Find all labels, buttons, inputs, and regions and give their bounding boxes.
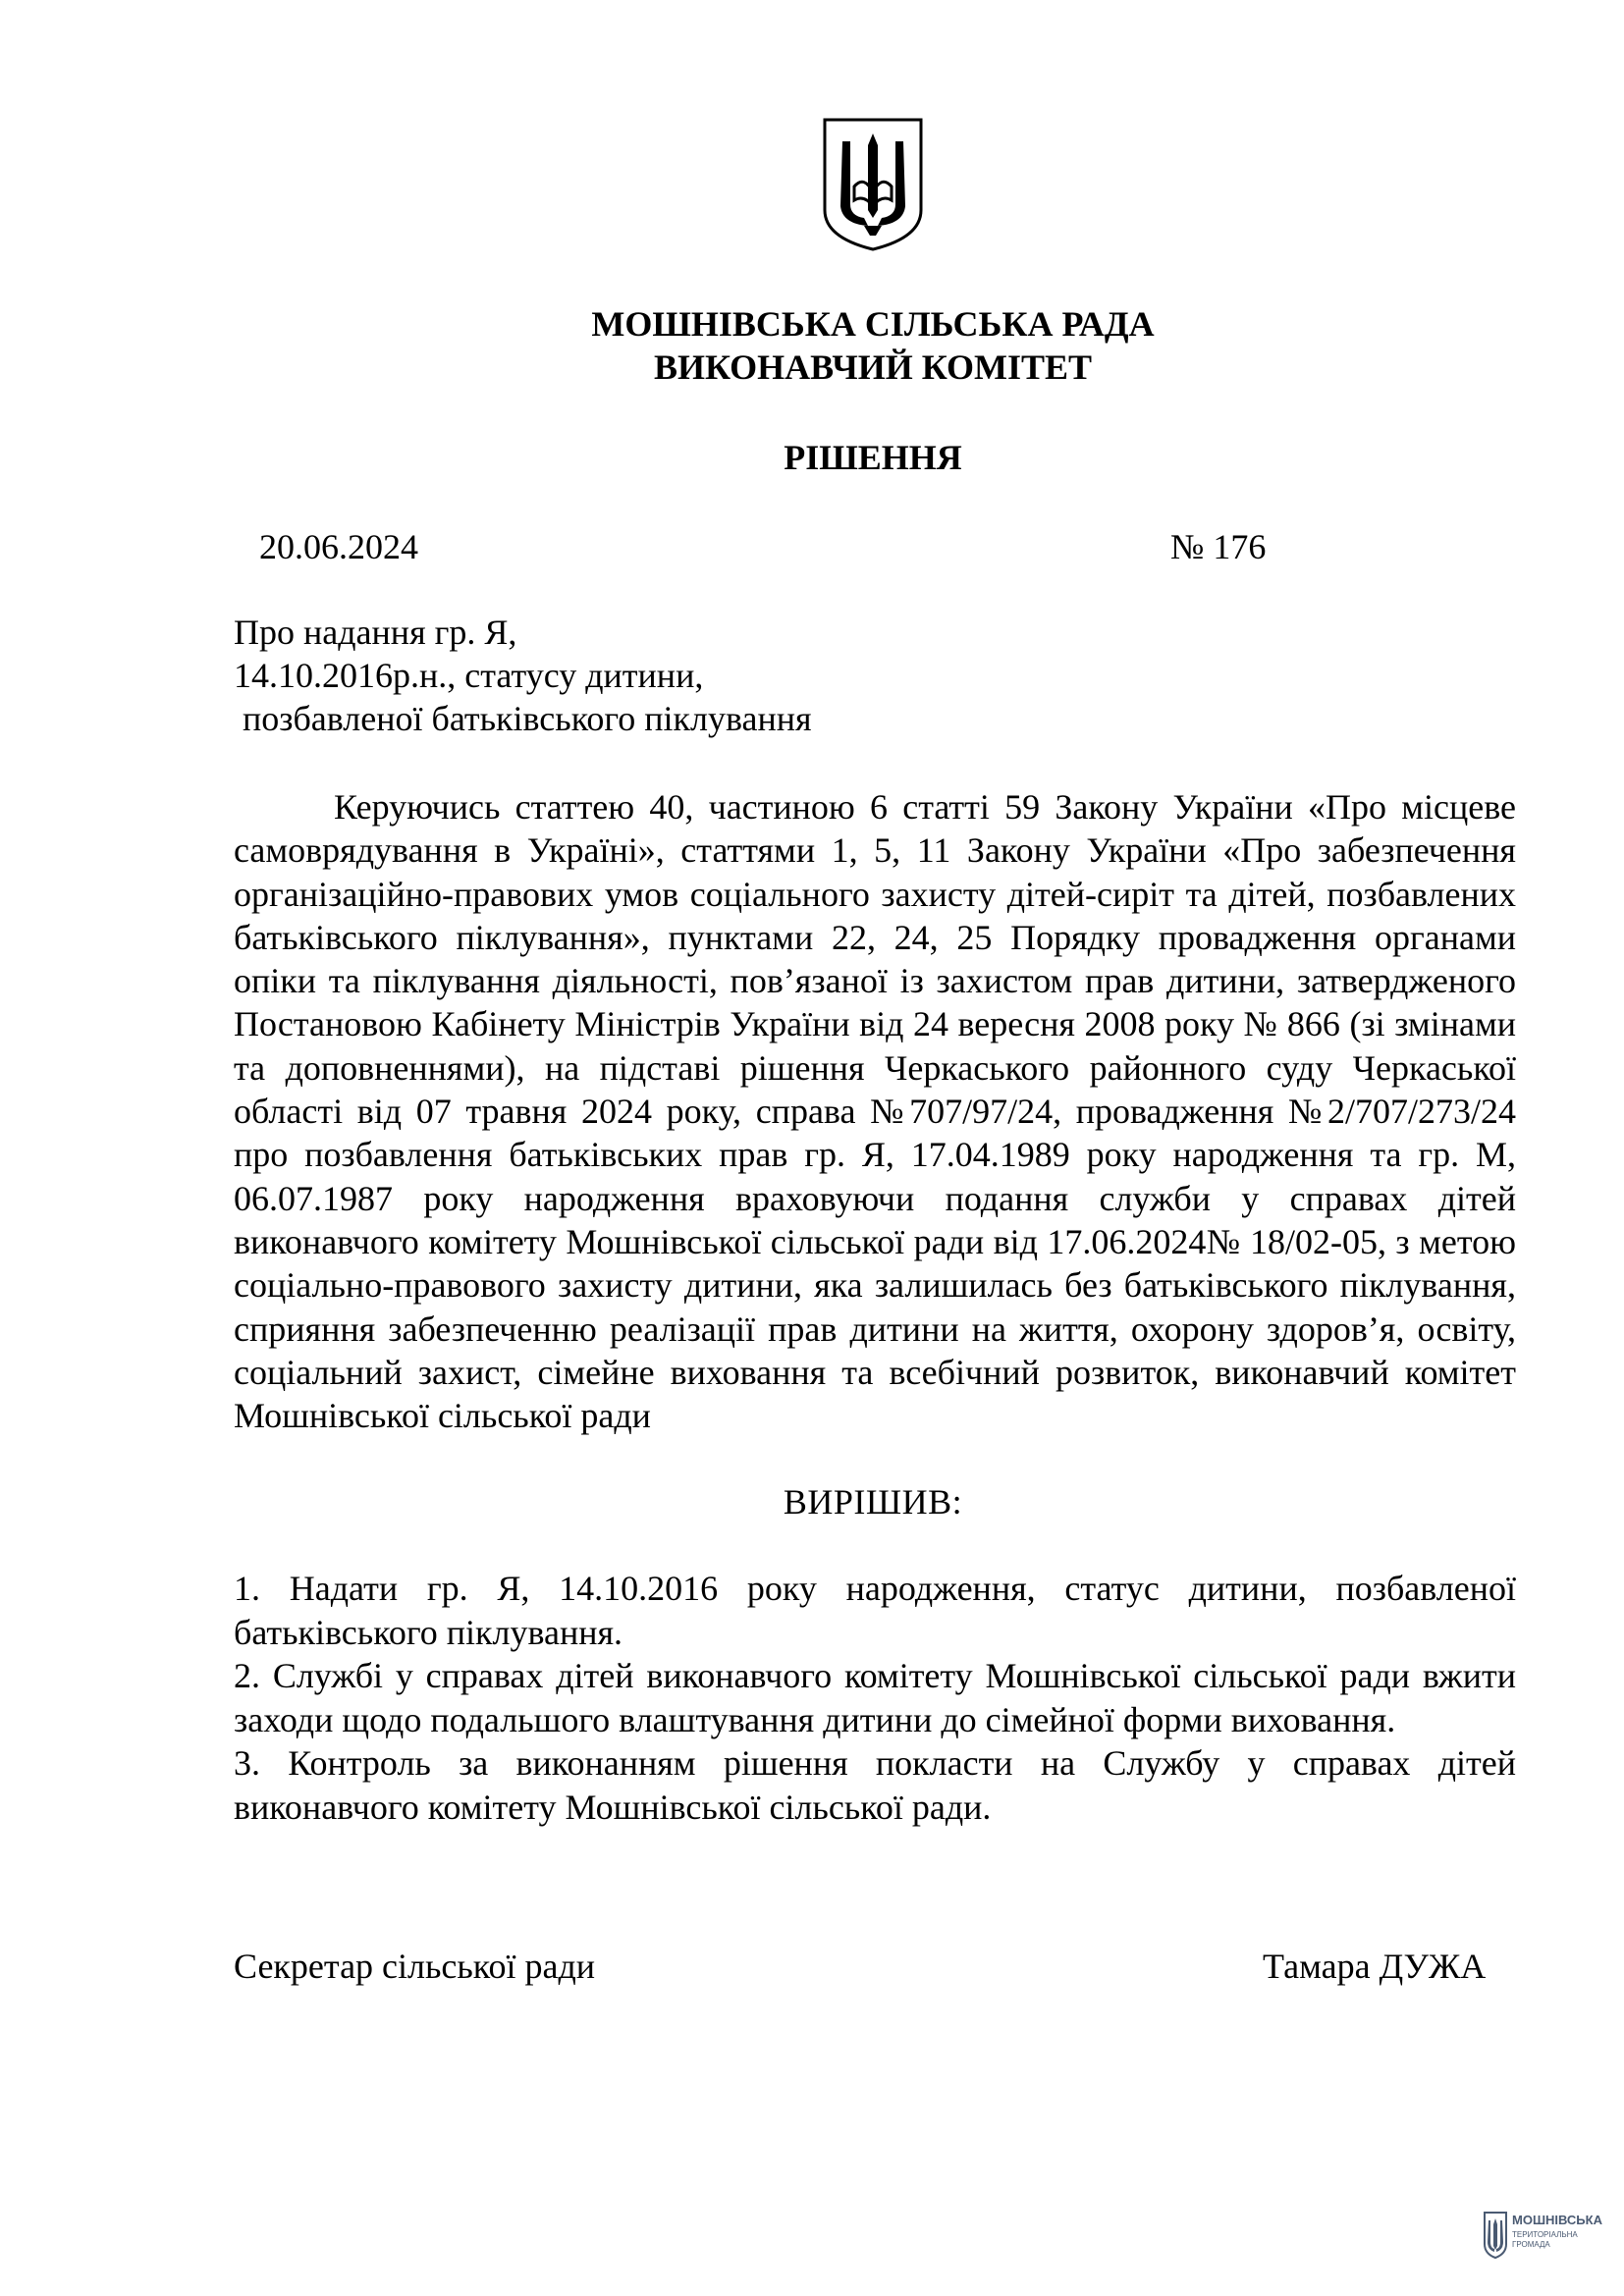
preamble-paragraph: Керуючись статтею 40, частиною 6 статті 59 Закону України «Про місцеве самоврядування в Україні», статтями 1, 5, 11 Закону України «Про забезпечення організаційно-правових умов соціального захисту дітей-сиріт та дітей, позбавлених батьківського піклування», пунктами 22, 24, 25 Порядку провадження органами опіки та піклування діяльності, пов’язаної із захистом прав дитини, затвердженого Постановою Кабінету Міністрів України від 24 вересня 2008 року № 866 (зі змінами та доповненнями), на підставі рішення Черкаського районного суду Черкаської області від 07 травня 2024 року, справа №707/97/24, провадження №2/707/273/24 про позбавлення батьківських прав гр. Я, 17.04.1989 року народження та гр. М, 06.07.1987 року народження враховуючи подання служби у справах дітей виконавчого комітету Мошнівської сільської ради від 17.06.2024№ 18/02-05, з метою соціально-правового захисту дитини, яка залишилась без батьківського піклування, сприяння забезпеченню реалізації прав дитини на життя, охорону здоров’я, освіту, соціальний захист, сімейне виховання та всебічний розвиток, виконавчий комітет Мошнівської сільської ради [234,787,1516,1436]
council-name: МОШНІВСЬКА СІЛЬСЬКА РАДА [591,304,1155,344]
svg-text:ТЕРИТОРІАЛЬНА: ТЕРИТОРІАЛЬНА [1512,2230,1578,2239]
decision-item: 1. Надати гр. Я, 14.10.2016 року народження, статус дитини, позбавленої батьківського піклування. [234,1569,1516,1652]
resolved-heading: ВИРІШИВ: [783,1482,963,1522]
committee-name: ВИКОНАВЧИЙ КОМІТЕТ [653,347,1093,387]
decision-number: № 176 [1170,527,1267,566]
document-type: РІШЕННЯ [784,438,962,477]
signer-role: Секретар сільської ради [234,1947,596,1986]
subject-line: 14.10.2016р.н., статусу дитини, [234,656,704,695]
svg-text:ГРОМАДА: ГРОМАДА [1512,2240,1550,2249]
community-logo-icon [1481,2205,1608,2264]
decision-date: 20.06.2024 [259,527,418,566]
decision-subject [234,611,812,740]
decision-items [234,1567,1516,1829]
subject-line: позбавленої батьківського піклування [243,699,812,738]
decision-item: 2. Службі у справах дітей виконавчого комітету Мошнівської сільської ради вжити заходи щодо подальшого влаштування дитини до сімейної форми виховання. [234,1656,1516,1739]
signer-name: Тамара ДУЖА [1263,1947,1487,1986]
decision-item: 3. Контроль за виконанням рішення покласти на Службу у справах дітей виконавчого комітету Мошнівської сільської ради. [234,1743,1516,1827]
preamble [234,785,1516,1437]
coat-of-arms-icon [821,116,925,253]
subject-line: Про надання гр. Я, [234,613,517,652]
svg-text:МОШНІВСЬКА: МОШНІВСЬКА [1512,2213,1602,2227]
